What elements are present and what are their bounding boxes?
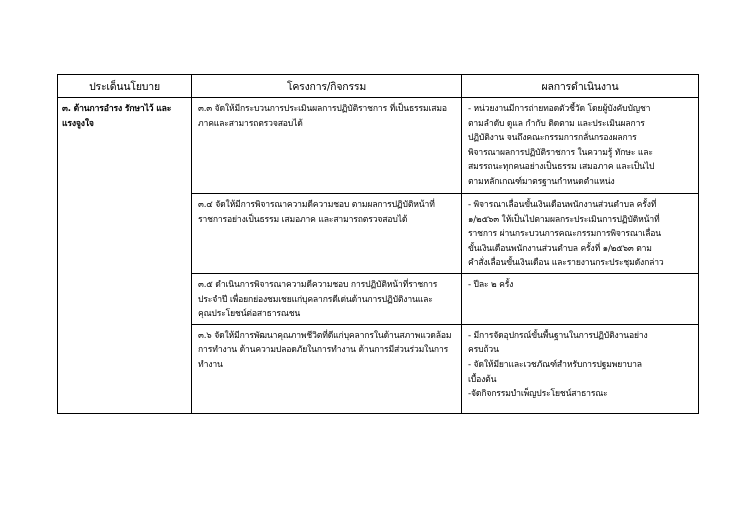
header-project-activity: โครงการ/กิจกรรม xyxy=(192,75,462,98)
result-cell xyxy=(462,98,699,194)
result-text: - จัดให้มียาและเวชภัณฑ์สำหรับการปฐมพยาบาล xyxy=(468,359,642,370)
policy-issue-text: แรงจูงใจ xyxy=(62,118,94,129)
policy-table xyxy=(57,74,699,414)
result-text: เบื้องต้น xyxy=(468,374,497,385)
result-text: - หน่วยงานมีการถ่ายทอดตัวชี้วัด โดยผู้บังคับบัญชา xyxy=(468,104,651,114)
project-cell xyxy=(192,194,462,274)
header-performance-result: ผลการดำเนินงาน xyxy=(462,75,699,98)
table-row xyxy=(58,98,699,194)
result-text: -จัดกิจกรรมบำเพ็ญประโยชน์สาธารณะ xyxy=(468,389,608,400)
result-text: ขั้นเงินเดือนพนักงานส่วนตำบล ครั้งที่ ๑/๒๕๖๓ ตาม xyxy=(468,243,652,254)
table-header-row xyxy=(58,75,699,98)
project-text: ภาคและสามารถตรวจสอบได้ xyxy=(198,118,303,129)
project-text: ๓.๕ ดำเนินการพิจารณาความดีความชอบ การปฏิบัติหน้าที่ราชการ xyxy=(198,279,438,290)
project-text: การทำงาน ด้านความปลอดภัยในการทำงาน ด้านการมีส่วนร่วมในการ xyxy=(198,345,449,356)
project-text: ๓.๔ จัดให้มีการพิจารณาความดีความชอบ ตามผลการปฏิบัติหน้าที่ xyxy=(198,200,435,210)
result-text: สมรรถนะทุกคนอย่างเป็นธรรม เสมอภาค และเป็นไป xyxy=(468,162,655,173)
project-text: ประจำปี เพื่อยกย่องชมเชยแก่บุคลากรดีเด่นด้านการปฏิบัติงานและ xyxy=(198,294,433,305)
result-text: ตามหลักเกณฑ์มาตรฐานกำหนดตำแหน่ง xyxy=(468,176,615,187)
result-text: - พิจารณาเลื่อนขั้นเงินเดือนพนักงานส่วนตำบล ครั้งที่ xyxy=(468,200,657,210)
result-cell xyxy=(462,273,699,324)
result-text: ราชการ ผ่านกระบวนการคณะกรรมการพิจารณาเลื่อน xyxy=(468,229,662,240)
project-text: ราชการอย่างเป็นธรรม เสมอภาค และสามารถตรวจสอบได้ xyxy=(198,214,408,225)
result-text: ตามลำดับ ดูแล กำกับ ติดตาม และประเมินผลการ xyxy=(468,118,645,129)
result-text: ๑/๒๕๖๓ ให้เป็นไปตามผลกระประเมินการปฏิบัติหน้าที่ xyxy=(468,214,660,225)
result-text: ครบถ้วน xyxy=(468,345,499,356)
project-text: ๓.๓ จัดให้มีกระบวนการประเมินผลการปฏิบัติราชการ ที่เป็นธรรมเสมอ xyxy=(198,104,447,114)
project-cell xyxy=(192,324,462,413)
result-cell xyxy=(462,194,699,274)
project-cell xyxy=(192,273,462,324)
result-text: คำสั่งเลื่อนขั้นเงินเดือน และรายงานกระประชุมดังกล่าว xyxy=(468,258,664,269)
result-cell xyxy=(462,324,699,413)
result-text: - มีการจัดอุปกรณ์ขั้นพื้นฐานในการปฏิบัติงานอย่าง xyxy=(468,330,648,341)
result-text: ปฏิบัติงาน จนถึงคณะกรรมการกลั่นกรองผลการ xyxy=(468,133,637,144)
result-text: พิจารณาผลการปฏิบัติราชการ ในความรู้ ทักษะ และ xyxy=(468,147,653,158)
policy-issue-text: ๓. ด้านการอำรง รักษาไว้ และ xyxy=(62,104,172,114)
policy-issue-cell xyxy=(58,98,192,414)
project-text: ๓.๖ จัดให้มีการพัฒนาคุณภาพชีวิตที่ดีแก่บุคลากรในด้านสภาพแวดล้อม xyxy=(198,330,452,341)
project-text: คุณประโยชน์ต่อสาธารณชน xyxy=(198,309,301,320)
result-text: - ปีละ ๒ ครั้ง xyxy=(468,279,514,290)
project-text: ทำงาน xyxy=(198,359,223,370)
header-policy-issue: ประเด็นนโยบาย xyxy=(58,75,192,98)
project-cell xyxy=(192,98,462,194)
